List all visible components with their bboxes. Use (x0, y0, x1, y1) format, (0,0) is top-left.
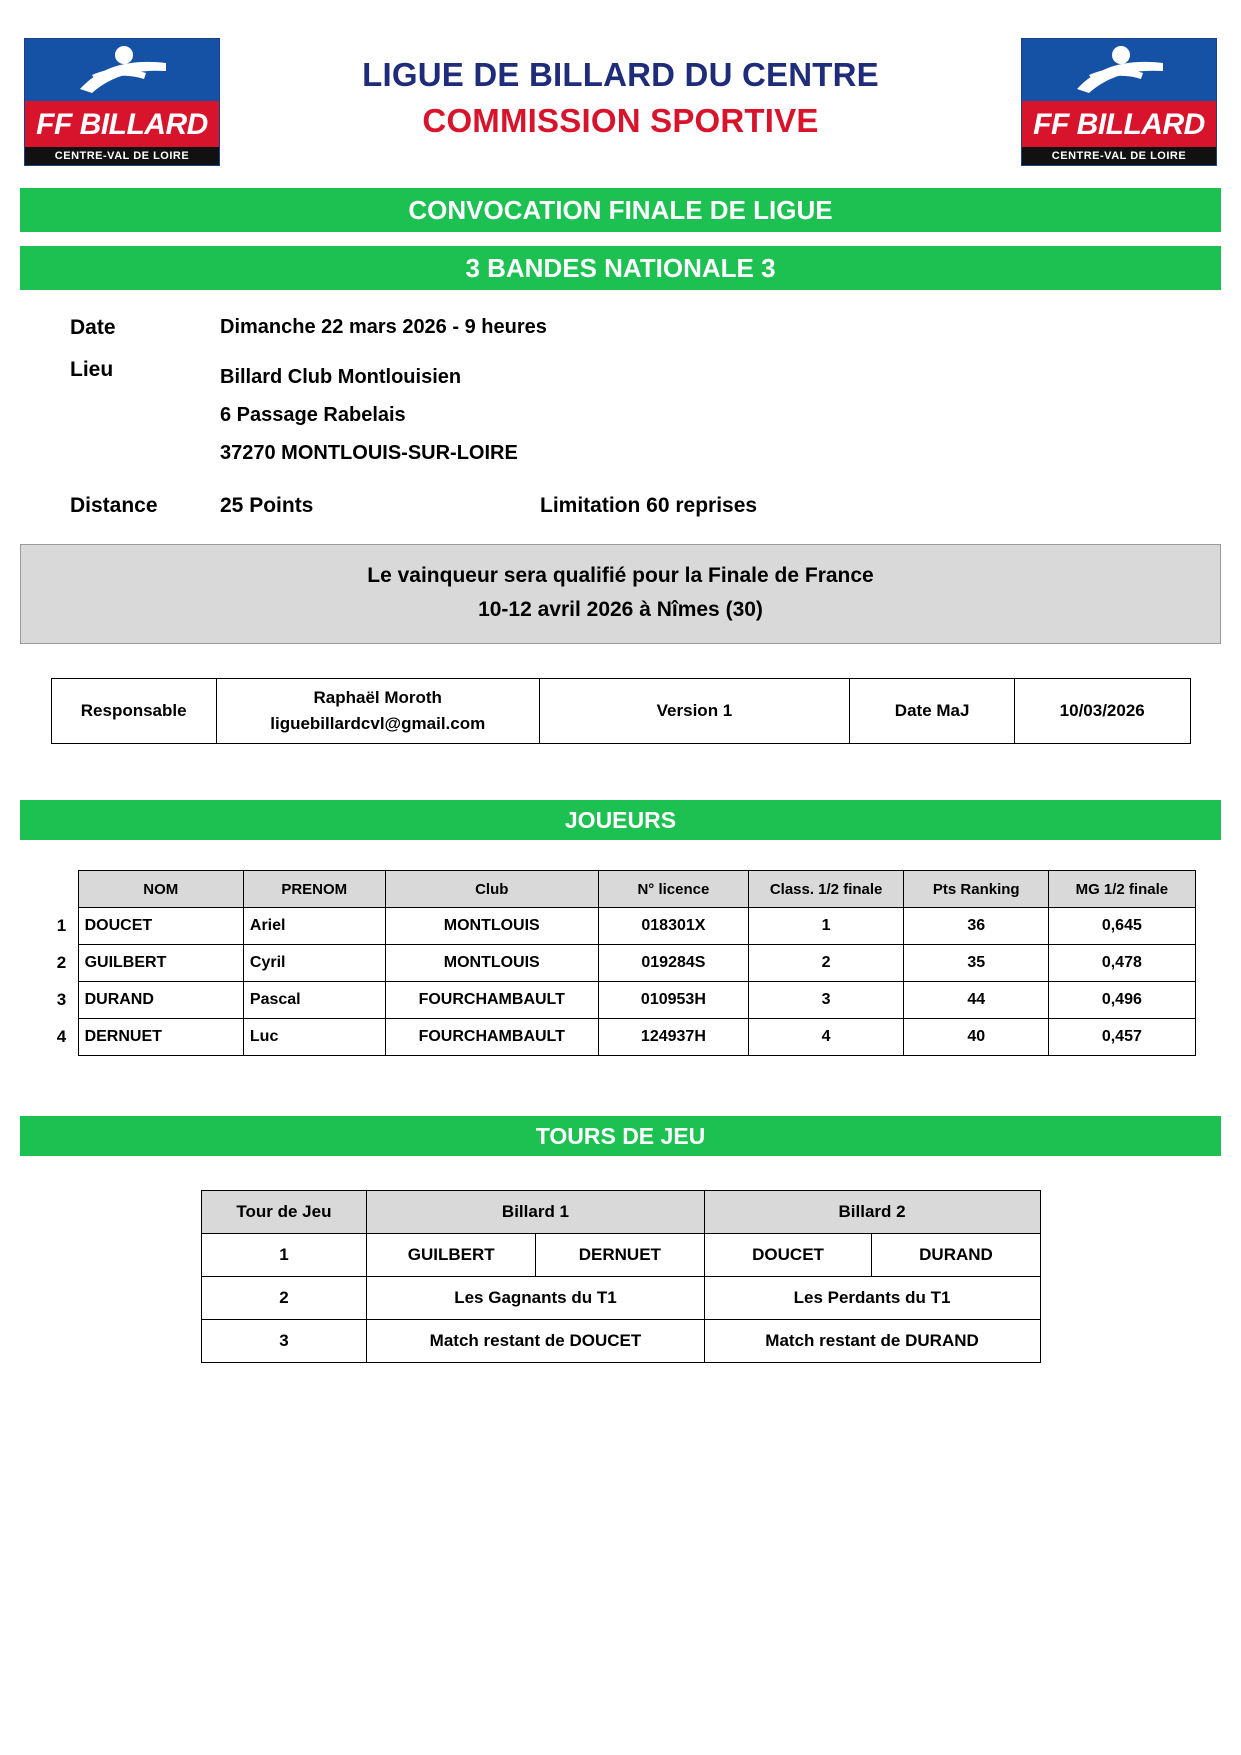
date-label: Date (70, 316, 116, 339)
row-index: 3 (56, 990, 67, 1009)
header-prenom: PRENOM (243, 871, 385, 908)
page-subtitle: COMMISSION SPORTIVE (422, 102, 819, 139)
table-row (46, 982, 1196, 1019)
table-row (51, 679, 1190, 744)
logo-right (1021, 38, 1217, 166)
cell-mg: 0,457 (1049, 1019, 1195, 1056)
cell-b1-match: Match restant de DOUCET (367, 1320, 704, 1363)
cell-mg: 0,478 (1049, 945, 1195, 982)
qualification-line-2: 10-12 avril 2026 à Nîmes (30) (478, 598, 763, 621)
table-row (201, 1320, 1040, 1363)
cell-club: FOURCHAMBAULT (385, 1019, 598, 1056)
header-mg: MG 1/2 finale (1049, 871, 1195, 908)
info-row-place (70, 358, 1171, 472)
cell-b1-player-1: GUILBERT (367, 1234, 536, 1277)
cell-nom: DERNUET (78, 1019, 243, 1056)
info-row-date (70, 316, 1171, 340)
players-index-header (46, 871, 79, 908)
cell-points: 36 (904, 908, 1049, 945)
cell-club: MONTLOUIS (385, 945, 598, 982)
header-licence: N° licence (598, 871, 748, 908)
billiard-player-icon (1059, 45, 1179, 99)
document-header (0, 0, 1241, 166)
cell-tour: 3 (201, 1320, 367, 1363)
banner-rounds: TOURS DE JEU (20, 1116, 1221, 1156)
table-row (46, 945, 1196, 982)
cell-prenom: Cyril (243, 945, 385, 982)
banner-players: JOUEURS (20, 800, 1221, 840)
distance-label: Distance (70, 494, 158, 517)
row-index: 4 (56, 1027, 67, 1046)
maj-label: Date MaJ (850, 679, 1015, 744)
cell-b2-player-1: DOUCET (704, 1234, 872, 1277)
cell-points: 35 (904, 945, 1049, 982)
table-row (46, 908, 1196, 945)
header-titles (220, 38, 1021, 144)
event-info (0, 316, 1241, 518)
logo-left-region: CENTRE-VAL DE LOIRE (25, 147, 219, 165)
header-billard-2: Billard 2 (704, 1191, 1040, 1234)
responsable-table (51, 678, 1191, 744)
limitation-value: Limitation 60 reprises (540, 494, 758, 517)
rounds-table (201, 1190, 1041, 1363)
cell-points: 44 (904, 982, 1049, 1019)
header-tour: Tour de Jeu (201, 1191, 367, 1234)
table-row (46, 1019, 1196, 1056)
cell-tour: 2 (201, 1277, 367, 1320)
cell-licence: 010953H (598, 982, 748, 1019)
logo-left (24, 38, 220, 166)
cell-nom: DOUCET (78, 908, 243, 945)
cell-mg: 0,496 (1049, 982, 1195, 1019)
responsable-contact (216, 679, 539, 744)
header-club: Club (385, 871, 598, 908)
cell-nom: DURAND (78, 982, 243, 1019)
row-index: 2 (56, 953, 67, 972)
rounds-table-header-row (201, 1191, 1040, 1234)
row-index: 1 (56, 916, 67, 935)
cell-club: FOURCHAMBAULT (385, 982, 598, 1019)
cell-tour: 1 (201, 1234, 367, 1277)
place-label: Lieu (70, 358, 114, 381)
cell-prenom: Luc (243, 1019, 385, 1056)
cell-b2-match: Les Perdants du T1 (704, 1277, 1040, 1320)
header-points: Pts Ranking (904, 871, 1049, 908)
cell-b2-player-2: DURAND (872, 1234, 1040, 1277)
logo-left-brand: FF BILLARD (36, 108, 208, 141)
banner-convocation: CONVOCATION FINALE DE LIGUE (20, 188, 1221, 232)
header-billard-1: Billard 1 (367, 1191, 704, 1234)
responsable-name: Raphaël Moroth (313, 688, 442, 707)
cell-prenom: Pascal (243, 982, 385, 1019)
cell-licence: 018301X (598, 908, 748, 945)
cell-b1-match: Les Gagnants du T1 (367, 1277, 704, 1320)
players-table (46, 870, 1196, 1056)
place-line-1: Billard Club Montlouisien (220, 366, 462, 388)
table-row (201, 1277, 1040, 1320)
header-classement: Class. 1/2 finale (748, 871, 903, 908)
cell-b2-match: Match restant de DURAND (704, 1320, 1040, 1363)
logo-right-region: CENTRE-VAL DE LOIRE (1022, 147, 1216, 165)
info-row-distance (70, 494, 1171, 518)
rounds-table-wrapper (0, 1190, 1241, 1363)
page-title: LIGUE DE BILLARD DU CENTRE (362, 56, 879, 93)
players-table-header-row (46, 871, 1196, 908)
cell-mg: 0,645 (1049, 908, 1195, 945)
cell-points: 40 (904, 1019, 1049, 1056)
maj-value: 10/03/2026 (1014, 679, 1190, 744)
banner-discipline: 3 BANDES NATIONALE 3 (20, 246, 1221, 290)
place-line-2: 6 Passage Rabelais (220, 404, 406, 426)
cell-licence: 124937H (598, 1019, 748, 1056)
billiard-player-icon (62, 45, 182, 99)
date-value: Dimanche 22 mars 2026 - 9 heures (220, 316, 547, 338)
cell-classement: 4 (748, 1019, 903, 1056)
cell-licence: 019284S (598, 945, 748, 982)
cell-classement: 1 (748, 908, 903, 945)
place-line-3: 37270 MONTLOUIS-SUR-LOIRE (220, 442, 518, 464)
responsable-label: Responsable (51, 679, 216, 744)
qualification-box (20, 544, 1221, 644)
place-value (220, 358, 518, 472)
logo-right-brand: FF BILLARD (1033, 108, 1205, 141)
cell-prenom: Ariel (243, 908, 385, 945)
responsable-email: liguebillardcvl@gmail.com (270, 714, 486, 733)
cell-club: MONTLOUIS (385, 908, 598, 945)
qualification-line-1: Le vainqueur sera qualifié pour la Finale de France (367, 564, 874, 587)
players-table-wrapper (0, 870, 1241, 1056)
cell-nom: GUILBERT (78, 945, 243, 982)
version-value: Version 1 (539, 679, 850, 744)
cell-b1-player-2: DERNUET (536, 1234, 704, 1277)
header-nom: NOM (78, 871, 243, 908)
cell-classement: 3 (748, 982, 903, 1019)
distance-value: 25 Points (220, 494, 314, 517)
table-row (201, 1234, 1040, 1277)
cell-classement: 2 (748, 945, 903, 982)
